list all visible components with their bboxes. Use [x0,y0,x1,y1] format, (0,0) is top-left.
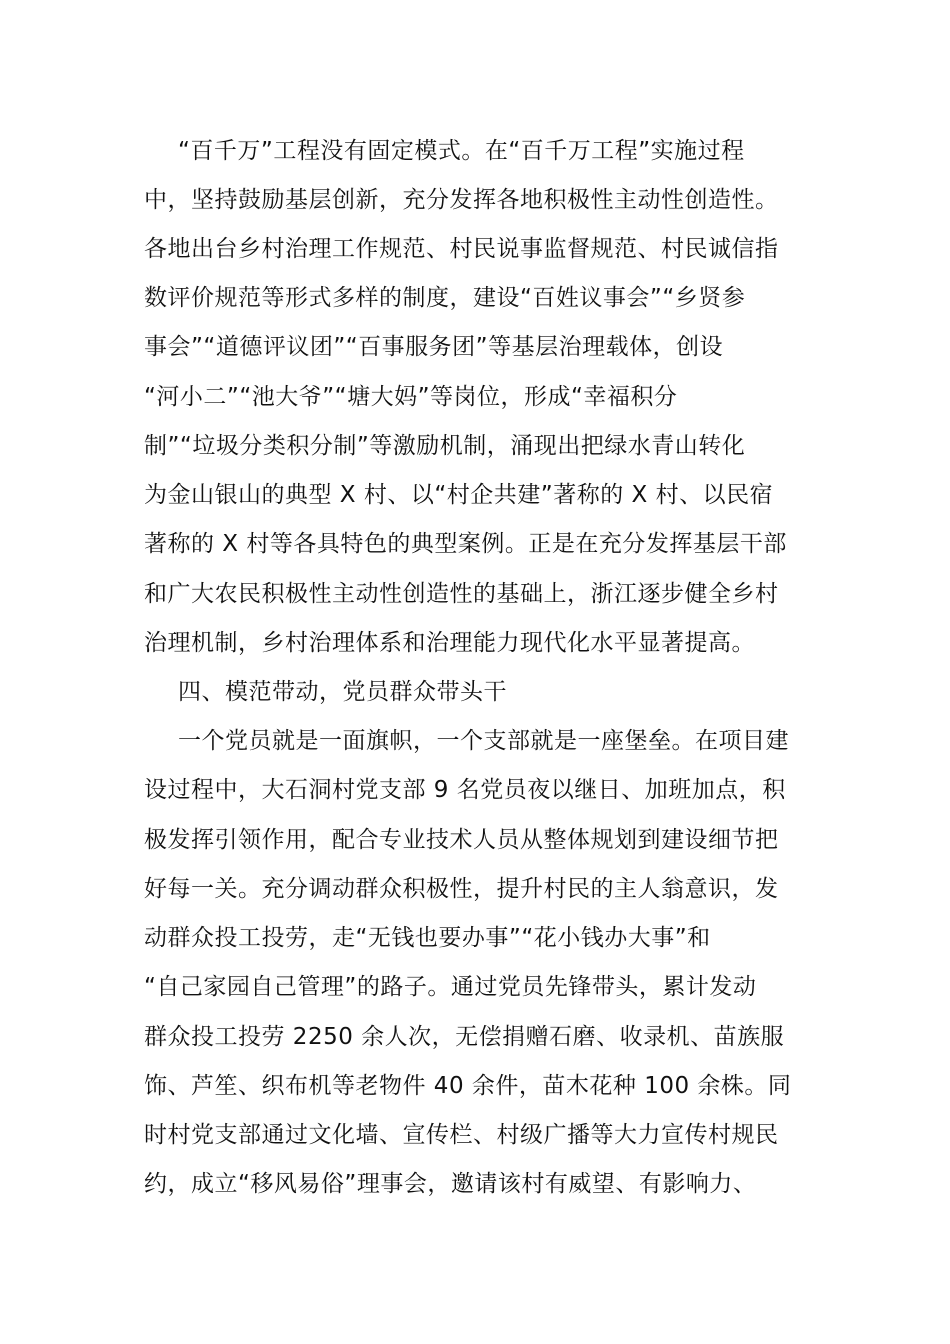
paragraph-2-line-9: 时村党支部通过文化墙、宣传栏、村级广播等大力宣传村规民 [144,1122,779,1148]
paragraph-1-line-7: 制”“垃圾分类积分制”等激励机制，涌现出把绿水青山转化 [144,433,746,459]
paragraph-2-line-7: 群众投工投劳 2250 余人次，无偿捐赠石磨、收录机、苗族服 [144,1024,785,1050]
paragraph-1-line-3: 各地出台乡村治理工作规范、村民说事监督规范、村民诚信指 [144,236,779,262]
section-heading: 四、模范带动，党员群众带头干 [178,679,507,705]
paragraph-1-line-6: “河小二”“池大爷”“塘大妈”等岗位，形成“幸福积分 [144,384,678,410]
paragraph-1-line-1: “百千万”工程没有固定模式。在“百千万工程”实施过程 [178,138,745,164]
paragraph-2-line-4: 好每一关。充分调动群众积极性，提升村民的主人翁意识，发 [144,876,779,902]
paragraph-1-line-5: 事会”“道德评议团”“百事服务团”等基层治理载体，创设 [144,334,724,360]
paragraph-1-line-10: 和广大农民积极性主动性创造性的基础上，浙江逐步健全乡村 [144,581,779,607]
paragraph-2-line-5: 动群众投工投劳，走“无钱也要办事”“花小钱办大事”和 [144,925,711,951]
paragraph-1-line-4: 数评价规范等形式多样的制度，建设“百姓议事会”“乡贤参 [144,285,746,311]
paragraph-2-line-10: 约，成立“移风易俗”理事会，邀请该村有威望、有影响力、 [144,1171,757,1197]
paragraph-2-line-1: 一个党员就是一面旗帜，一个支部就是一座堡垒。在项目建 [178,728,789,754]
paragraph-1-line-9: 著称的 X 村等各具特色的典型案例。正是在充分发挥基层干部 [144,531,787,557]
paragraph-1-line-2: 中，坚持鼓励基层创新，充分发挥各地积极性主动性创造性。 [144,187,779,213]
paragraph-2-line-2: 设过程中，大石洞村党支部 9 名党员夜以继日、加班加点，积 [144,777,786,803]
paragraph-1-line-11: 治理机制，乡村治理体系和治理能力现代化水平显著提高。 [144,630,755,656]
paragraph-2-line-6: “自己家园自己管理”的路子。通过党员先锋带头，累计发动 [144,974,757,1000]
paragraph-2-line-8: 饰、芦笙、织布机等老物件 40 余件，苗木花种 100 余株。同 [144,1073,792,1099]
paragraph-1-line-8: 为金山银山的典型 X 村、以“村企共建”著称的 X 村、以民宿 [144,482,774,508]
paragraph-2-line-3: 极发挥引领作用，配合专业技术人员从整体规划到建设细节把 [144,827,779,853]
